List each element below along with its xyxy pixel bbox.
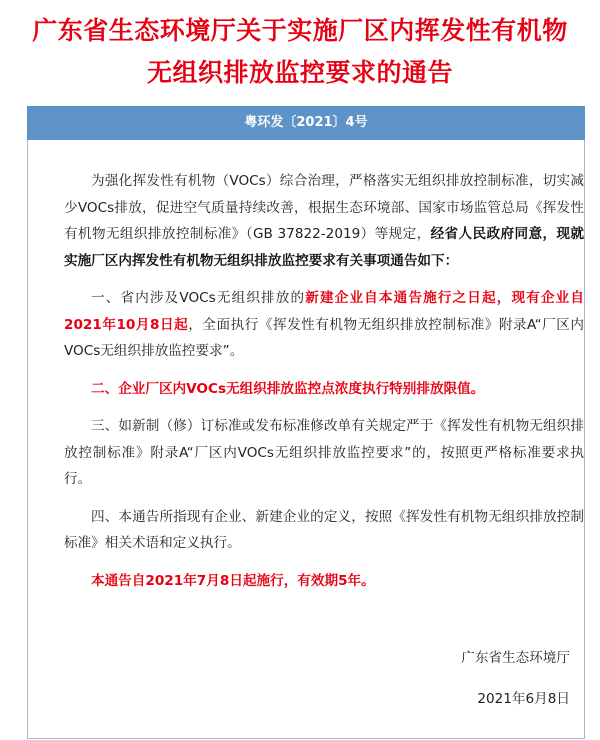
intro-text: 为强化挥发性有机物（VOCs）综合治理，严格落实无组织排放控制标准，切实减少VOCs排放，促进空气质量持续改善，根据生态环境部、国家市场监管总局《挥发性有机物无组织排放控制标准》（GB 37822-2019）等规定， xyxy=(64,173,584,242)
title-line-1: 广东省生态环境厅关于实施厂区内挥发性有机物 xyxy=(32,16,568,45)
item-2-paragraph xyxy=(64,376,584,403)
item-3-paragraph: 三、如新制（修）订标准或发布标准修改单有关规定严于《挥发性有机物无组织排放控制标准》附录A“厂区内VOCs无组织排放监控要求”的，按照更严格标准要求执行。 xyxy=(64,418,584,487)
issue-date: 2021年6月8日 xyxy=(477,691,570,707)
document-number: 粤环发〔2021〕4号 xyxy=(244,115,368,130)
issuer-signature: 广东省生态环境厅 xyxy=(461,650,570,666)
item-1-paragraph xyxy=(64,285,584,365)
item-1-text-a: 一、省内涉及VOCs无组织排放的 xyxy=(91,290,306,306)
intro-bold-text: 经省人民政府同意，现就实施厂区内挥发性有机物无组织排放监控要求有关事项通告如下： xyxy=(64,226,584,269)
item-2-prefix: 二、 xyxy=(91,380,119,397)
effective-date-paragraph: 本通告自2021年7月8日起施行，有效期5年。 xyxy=(91,572,375,589)
title-line-2: 无组织排放监控要求的通告 xyxy=(146,58,453,87)
item-1-text-b: ，全面执行《挥发性有机物无组织排放控制标准》附录A“厂区内VOCs无组织排放监控要求”。 xyxy=(64,316,584,359)
notice-body xyxy=(64,168,584,594)
item-4-paragraph: 四、本通告所指现有企业、新建企业的定义，按照《挥发性有机物无组织排放控制标准》相关术语和定义执行。 xyxy=(64,508,584,551)
item-2-red-text: 企业厂区内VOCs无组织排放监控点浓度执行特别排放限值。 xyxy=(118,380,485,397)
intro-paragraph xyxy=(64,168,584,274)
notice-title xyxy=(0,10,600,94)
document-number-bar xyxy=(27,106,585,140)
item-1-red-text: 新建企业自本通告施行之日起，现有企业自2021年10月8日起 xyxy=(64,290,584,333)
